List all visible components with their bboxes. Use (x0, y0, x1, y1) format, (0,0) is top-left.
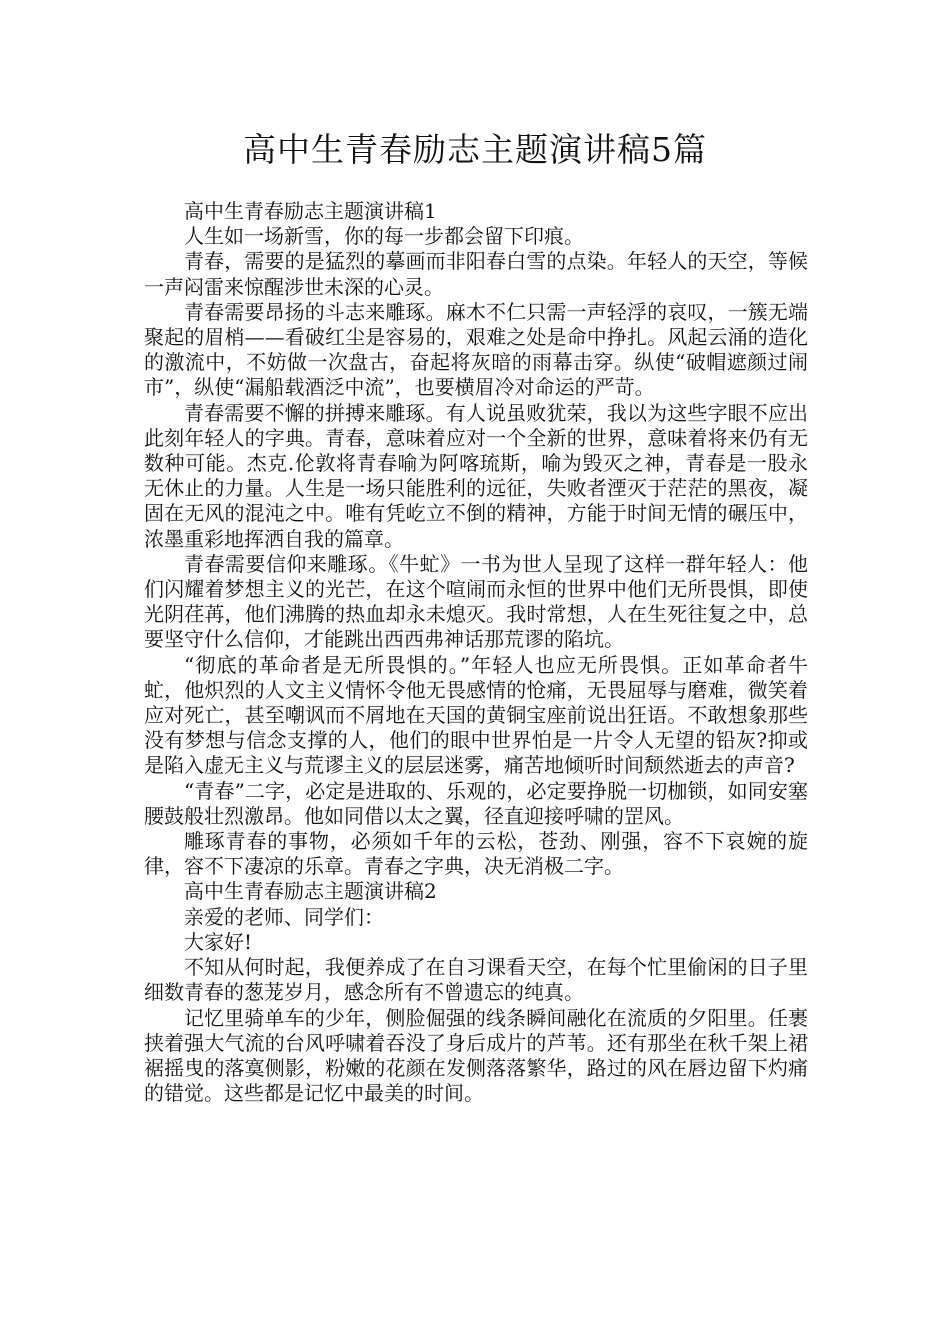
paragraph: “青春”二字，必定是进取的、乐观的，必定要挣脱一切枷锁，如同安塞腰鼓般壮烈激昂。他如同借以太之翼，径直迎接呼啸的罡风。 (144, 778, 808, 828)
paragraph: 青春需要昂扬的斗志来雕琢。麻木不仁只需一声轻浮的哀叹，一簇无端聚起的眉梢——看破红尘是容易的，艰难之处是命中挣扎。风起云涌的造化的激流中，不妨做一次盘古，奋起将灰暗的雨幕击穿。纵使“破帽遮颜过闹市”，纵使“漏船载酒泛中流”，也要横眉冷对命运的严苛。 (144, 299, 808, 400)
paragraph: 青春，需要的是猛烈的摹画而非阳春白雪的点染。年轻人的天空，等候一声闷雷来惊醒涉世未深的心灵。 (144, 249, 808, 299)
section-heading-2: 高中生青春励志主题演讲稿2 (184, 879, 437, 904)
paragraph: 青春需要信仰来雕琢。《牛虻》一书为世人呈现了这样一群年轻人：他们闪耀着梦想主义的光芒，在这个喧闹而永恒的世界中他们无所畏惧，即使光阴荏苒，他们沸腾的热血却永未熄灭。我时常想，人在生死往复之中，总要坚守什么信仰，才能跳出西西弗神话那荒谬的陷坑。 (144, 551, 808, 652)
paragraph: 记忆里骑单车的少年，侧脸倔强的线条瞬间融化在流质的夕阳里。任裹挟着强大气流的台风呼啸着吞没了身后成片的芦苇。还有那坐在秋千架上裙裾摇曳的落寞侧影，粉嫩的花颜在发侧落落繁华，路过的风在唇边留下灼痛的错觉。这些都是记忆中最美的时间。 (144, 1005, 808, 1106)
paragraph: “彻底的革命者是无所畏惧的。”年轻人也应无所畏惧。正如革命者牛虻，他炽烈的人文主义情怀令他无畏感情的怆痛，无畏屈辱与磨难，微笑着应对死亡，甚至嘲讽而不屑地在天国的黄铜宝座前说出狂语。不敢想象那些没有梦想与信念支撑的人，他们的眼中世界怕是一片令人无望的铅灰?抑或是陷入虚无主义与荒谬主义的层层迷雾，痛苦地倾听时间颓然逝去的声音? (144, 652, 808, 778)
greeting: 大家好! (184, 929, 253, 954)
paragraph: 人生如一场新雪，你的每一步都会留下印痕。 (184, 224, 584, 249)
paragraph: 雕琢青春的事物，必须如千年的云松，苍劲、刚强，容不下哀婉的旋律，容不下凄凉的乐章。青春之字典，决无消极二字。 (144, 829, 808, 879)
document-body (144, 199, 808, 1106)
paragraph: 青春需要不懈的拼搏来雕琢。有人说虽败犹荣，我以为这些字眼不应出此刻年轻人的字典。青春，意味着应对一个全新的世界，意味着将来仍有无数种可能。杰克.伦敦将青春喻为阿喀琉斯，喻为毁灭之神，青春是一股永无休止的力量。人生是一场只能胜利的远征，失败者湮灭于茫茫的黑夜，凝固在无风的混沌之中。唯有凭屹立不倒的精神，方能于时间无情的碾压中，浓墨重彩地挥洒自我的篇章。 (144, 400, 808, 551)
section-heading-1: 高中生青春励志主题演讲稿1 (184, 199, 437, 223)
salutation: 亲爱的老师、同学们： (184, 904, 384, 929)
paragraph: 不知从何时起，我便养成了在自习课看天空，在每个忙里偷闲的日子里细数青春的葱茏岁月，感念所有不曾遗忘的纯真。 (144, 955, 808, 1005)
document-title: 高中生青春励志主题演讲稿5篇 (243, 130, 707, 169)
